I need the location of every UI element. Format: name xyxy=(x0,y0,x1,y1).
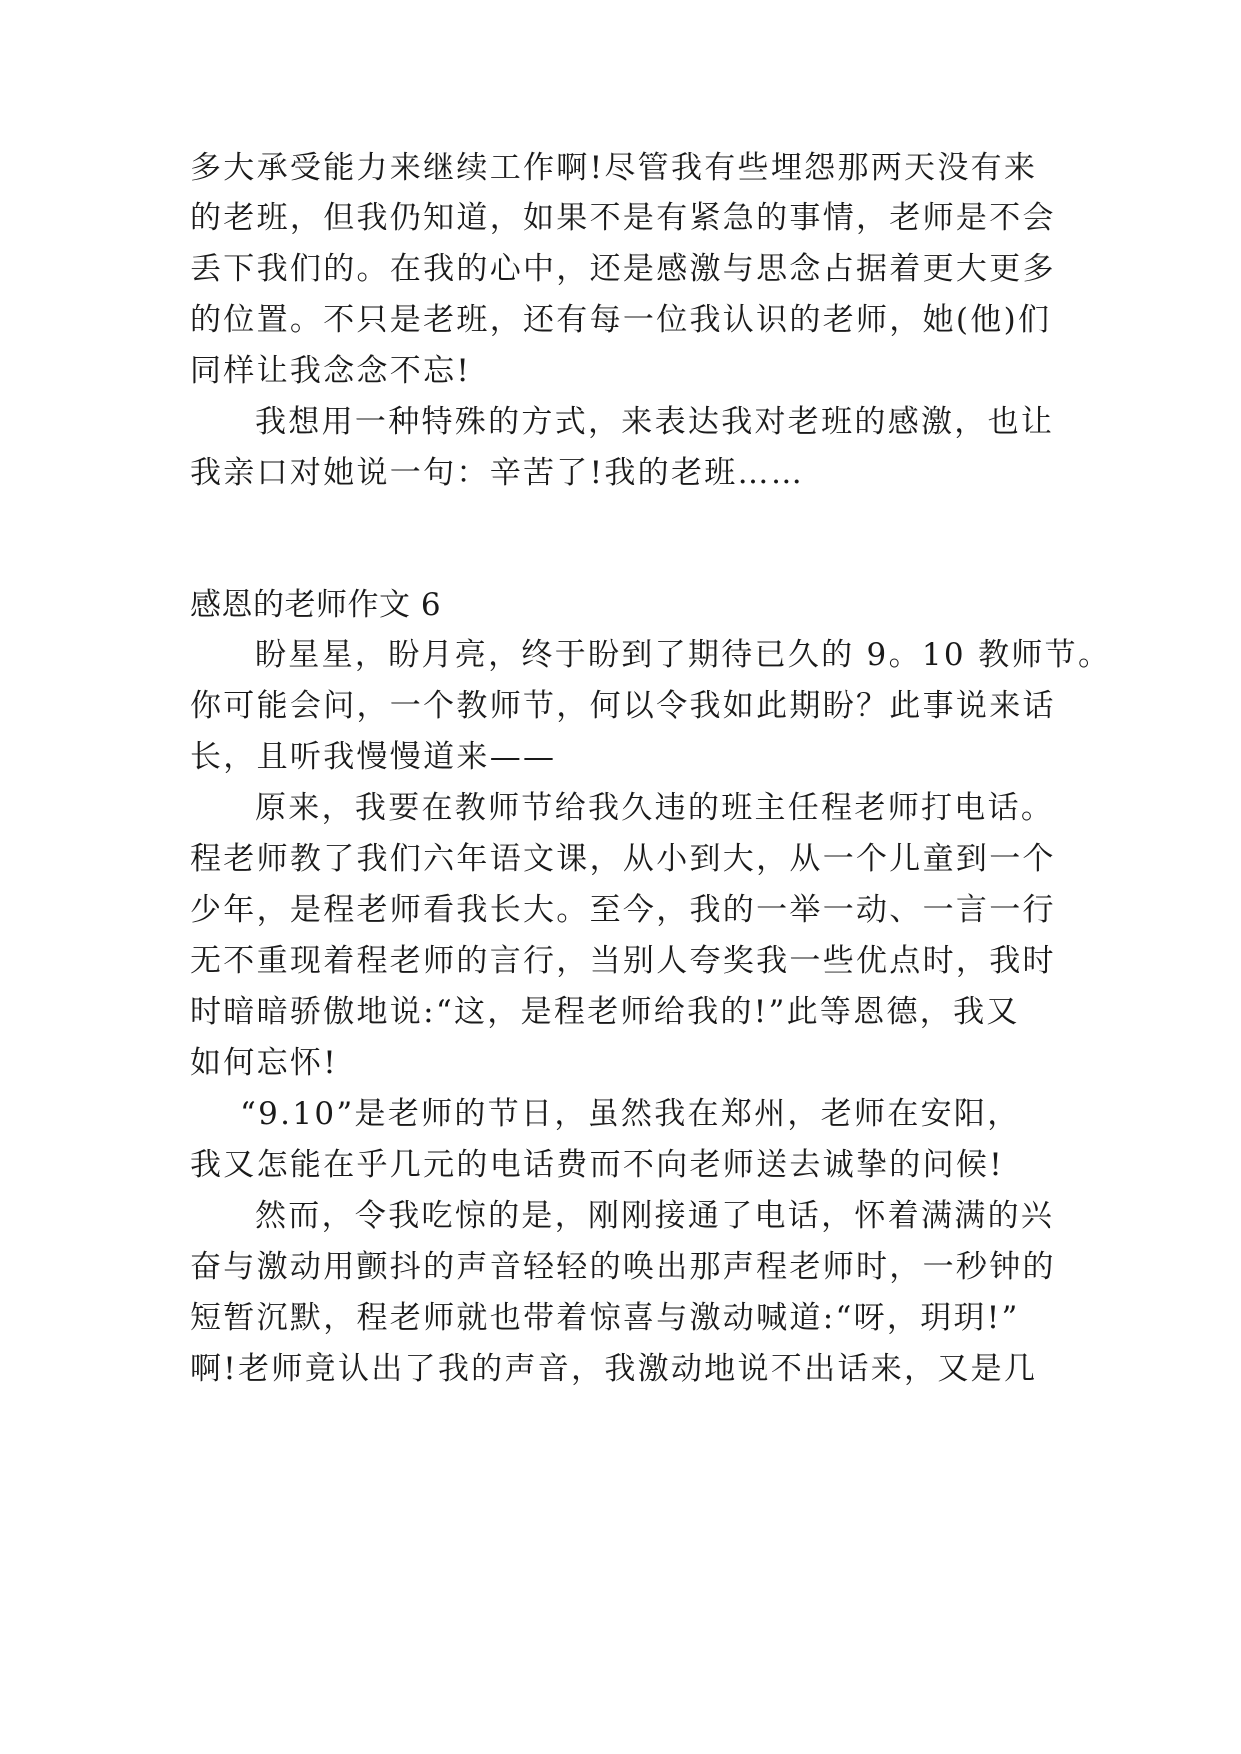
text-line: 奋与激动用颤抖的声音轻轻的唤出那声程老师时，一秒钟的 xyxy=(190,1249,1056,1285)
text-line: 多大承受能力来继续工作啊!尽管我有些埋怨那两天没有来 xyxy=(190,150,1038,186)
text-line: 你可能会问，一个教师节，何以令我如此期盼？此事说来话 xyxy=(190,688,1056,724)
text-line: 盼星星，盼月亮，终于盼到了期待已久的 9。10 教师节。 xyxy=(255,637,1112,673)
text-line: “9.10”是老师的节日，虽然我在郑州，老师在安阳， xyxy=(240,1096,1021,1132)
text-line: 啊!老师竟认出了我的声音，我激动地说不出话来，又是几 xyxy=(190,1351,1038,1387)
text-line: 长，且听我慢慢道来—— xyxy=(190,739,557,775)
text-line: 我想用一种特殊的方式，来表达我对老班的感激，也让 xyxy=(255,404,1055,440)
text-line: 如何忘怀! xyxy=(190,1045,338,1081)
text-line: 我又怎能在乎几元的电话费而不向老师送去诚挚的问候! xyxy=(190,1147,1004,1183)
text-line: 短暂沉默，程老师就也带着惊喜与激动喊道:“呀，玥玥!” xyxy=(190,1300,1020,1336)
text-line: 无不重现着程老师的言行，当别人夸奖我一些优点时，我时 xyxy=(190,943,1056,979)
text-line: 的位置。不只是老班，还有每一位我认识的老师，她(他)们 xyxy=(190,302,1052,338)
text-line: 同样让我念念不忘! xyxy=(190,353,472,389)
text-line: 程老师教了我们六年语文课，从小到大，从一个儿童到一个 xyxy=(190,841,1056,877)
text-line: 的老班，但我仍知道，如果不是有紧急的事情，老师是不会 xyxy=(190,200,1056,236)
text-line: 丢下我们的。在我的心中，还是感激与思念占据着更大更多 xyxy=(190,251,1056,287)
text-line: 原来，我要在教师节给我久违的班主任程老师打电话。 xyxy=(255,790,1055,826)
text-line: 少年，是程老师看我长大。至今，我的一举一动、一言一行 xyxy=(190,892,1056,928)
section-title: 感恩的老师作文 6 xyxy=(190,587,442,623)
text-line: 我亲口对她说一句：辛苦了!我的老班…… xyxy=(190,455,805,491)
text-line: 时暗暗骄傲地说:“这，是程老师给我的!”此等恩德，我又 xyxy=(190,994,1020,1030)
text-line: 然而，令我吃惊的是，刚刚接通了电话，怀着满满的兴 xyxy=(255,1198,1055,1234)
